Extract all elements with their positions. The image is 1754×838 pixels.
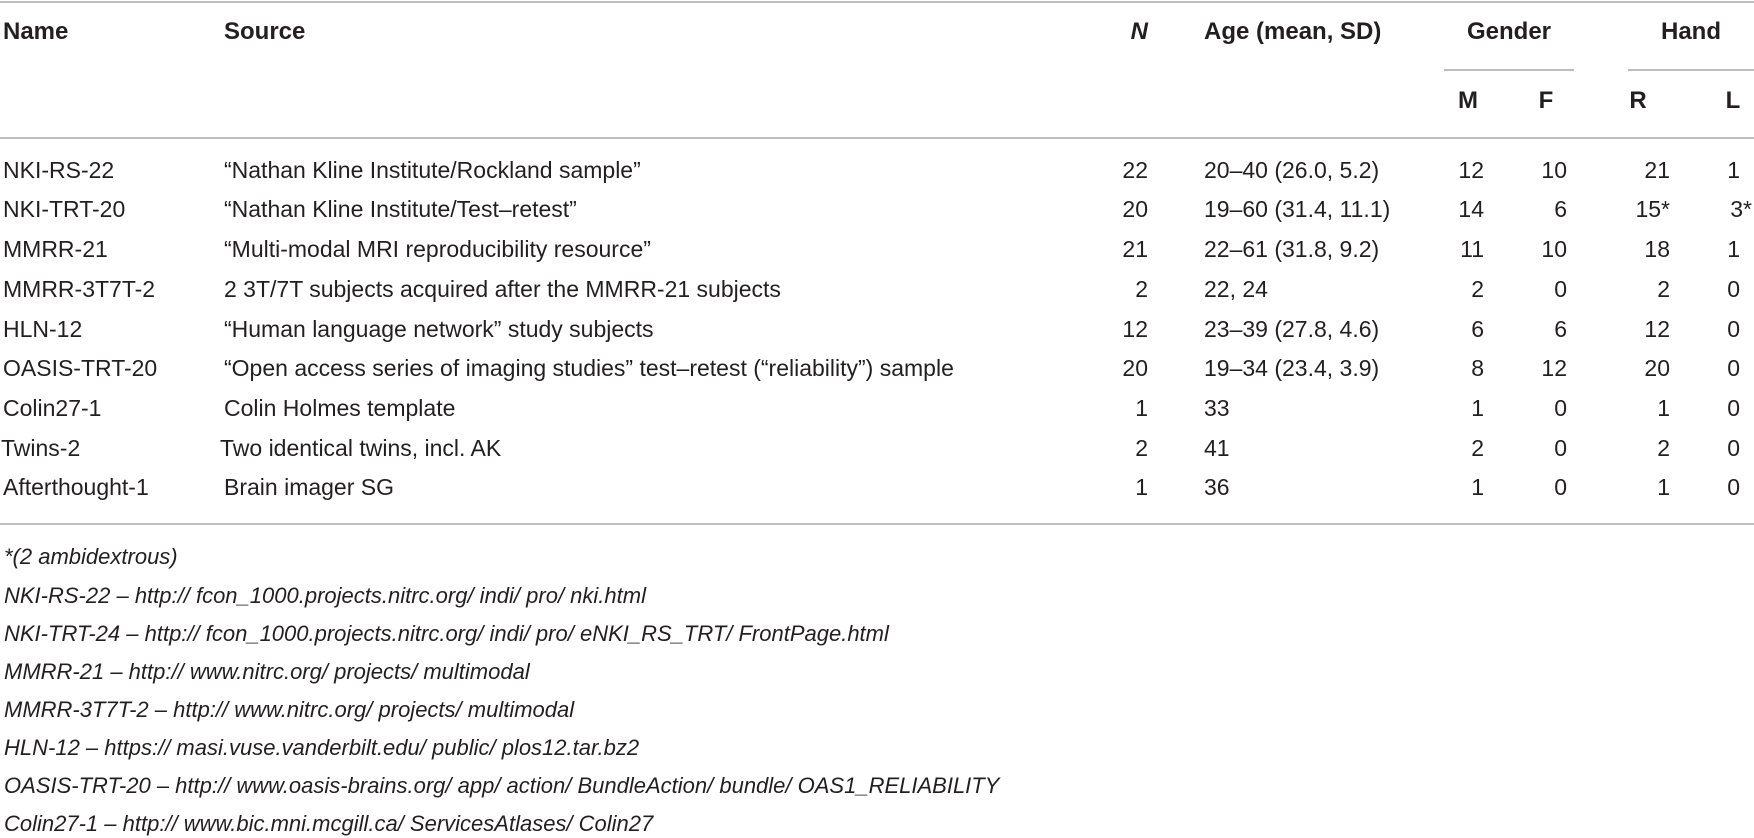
cell-n: 21: [1122, 236, 1148, 262]
header-m: M: [1458, 87, 1478, 114]
header-l: L: [1725, 87, 1741, 114]
footnote: HLN-12 – https:// masi.vuse.vanderbilt.edu/ public/ plos12.tar.bz2: [4, 735, 640, 760]
cell-name: Colin27-1: [3, 395, 102, 421]
cell-f: 0: [1554, 276, 1567, 302]
cell-name: Twins-2: [1, 435, 81, 461]
cell-m: 8: [1471, 355, 1484, 381]
cell-m: 12: [1458, 157, 1484, 183]
cell-f: 10: [1541, 236, 1567, 262]
cell-l: 1: [1727, 157, 1740, 183]
cell-age: 19–60 (31.4, 11.1): [1204, 196, 1391, 222]
cell-age: 22, 24: [1204, 276, 1268, 302]
cell-name: NKI-TRT-20: [3, 196, 126, 222]
gender-subrule: [1444, 69, 1574, 71]
cell-l: 0: [1727, 474, 1740, 500]
cell-name: MMRR-21: [3, 236, 108, 262]
footnote: MMRR-3T7T-2 – http:// www.nitrc.org/ projects/ multimodal: [4, 697, 575, 722]
cell-m: 1: [1471, 395, 1484, 421]
header-source: Source: [224, 18, 306, 45]
cell-age: 20–40 (26.0, 5.2): [1204, 157, 1380, 183]
cell-name: OASIS-TRT-20: [3, 355, 158, 381]
cell-r: 1: [1657, 395, 1670, 421]
cell-m: 11: [1460, 236, 1484, 262]
cell-n: 2: [1135, 435, 1148, 461]
cell-f: 0: [1554, 474, 1567, 500]
cell-f: 6: [1554, 316, 1567, 342]
cell-m: 6: [1471, 316, 1484, 342]
cell-source: Brain imager SG: [224, 474, 395, 500]
cell-m: 2: [1471, 276, 1484, 302]
cell-source: “Nathan Kline Institute/Rockland sample”: [224, 157, 641, 183]
cell-l: 0: [1727, 276, 1740, 302]
cell-l: 3*: [1730, 196, 1752, 222]
cell-n: 20: [1122, 196, 1148, 222]
cell-source: Colin Holmes template: [224, 395, 456, 421]
cell-f: 10: [1541, 157, 1567, 183]
cell-age: 23–39 (27.8, 4.6): [1204, 316, 1380, 342]
cell-l: 0: [1727, 316, 1740, 342]
cell-l: 0: [1727, 355, 1740, 381]
header-f: F: [1538, 87, 1554, 114]
cell-m: 14: [1458, 196, 1484, 222]
top-rule: [0, 1, 1754, 3]
cell-l: 0: [1727, 435, 1740, 461]
header-bottom-rule: [0, 137, 1754, 139]
table-bottom-rule: [0, 523, 1754, 525]
cell-age: 22–61 (31.8, 9.2): [1204, 236, 1380, 262]
cell-r: 21: [1644, 157, 1670, 183]
footnote: NKI-TRT-24 – http:// fcon_1000.projects.nitrc.org/ indi/ pro/ eNKI_RS_TRT/ FrontPage.html: [4, 621, 889, 646]
cell-r: 1: [1657, 474, 1670, 500]
cell-n: 22: [1122, 157, 1148, 183]
cell-source: “Multi-modal MRI reproducibility resource”: [224, 236, 651, 262]
header-gender: Gender: [1466, 18, 1552, 45]
cell-r: 15*: [1635, 196, 1670, 222]
cell-n: 1: [1135, 474, 1148, 500]
cell-name: HLN-12: [3, 316, 83, 342]
hand-subrule: [1628, 69, 1754, 71]
cell-n: 20: [1122, 355, 1148, 381]
cell-l: 0: [1727, 395, 1740, 421]
cell-l: 1: [1727, 236, 1740, 262]
cell-m: 2: [1471, 435, 1484, 461]
cell-r: 18: [1644, 236, 1670, 262]
header-hand: Hand: [1661, 18, 1721, 45]
header-age: Age (mean, SD): [1204, 18, 1382, 45]
footnote: *(2 ambidextrous): [4, 544, 178, 569]
header-r: R: [1629, 87, 1647, 114]
cell-n: 1: [1135, 395, 1148, 421]
cell-n: 2: [1135, 276, 1148, 302]
cell-r: 12: [1644, 316, 1670, 342]
cell-f: 6: [1554, 196, 1567, 222]
cell-f: 0: [1554, 435, 1567, 461]
cell-age: 36: [1204, 474, 1230, 500]
cell-age: 41: [1204, 435, 1230, 461]
cell-name: MMRR-3T7T-2: [3, 276, 156, 302]
cell-r: 2: [1657, 276, 1670, 302]
cell-age: 33: [1204, 395, 1230, 421]
footnote: NKI-RS-22 – http:// fcon_1000.projects.nitrc.org/ indi/ pro/ nki.html: [4, 583, 646, 608]
footnote: Colin27-1 – http:// www.bic.mni.mcgill.ca/ ServicesAtlases/ Colin27: [4, 811, 654, 836]
cell-r: 2: [1657, 435, 1670, 461]
header-name: Name: [3, 18, 69, 45]
cell-age: 19–34 (23.4, 3.9): [1204, 355, 1380, 381]
footnote: OASIS-TRT-20 – http:// www.oasis-brains.org/ app/ action/ BundleAction/ bundle/ OAS1_RELIABILITY: [4, 773, 1000, 798]
footnote: MMRR-21 – http:// www.nitrc.org/ projects/ multimodal: [4, 659, 530, 684]
cell-source: “Human language network” study subjects: [224, 316, 654, 342]
cell-name: Afterthought-1: [3, 474, 149, 500]
cell-m: 1: [1471, 474, 1484, 500]
header-n: N: [1130, 18, 1148, 45]
cell-source: 2 3T/7T subjects acquired after the MMRR-21 subjects: [224, 276, 781, 302]
cell-f: 0: [1554, 395, 1567, 421]
cell-source: “Open access series of imaging studies” test–retest (“reliability”) sample: [224, 355, 954, 381]
cell-n: 12: [1122, 316, 1148, 342]
cell-source: Two identical twins, incl. AK: [220, 435, 502, 461]
cell-f: 12: [1541, 355, 1567, 381]
cell-source: “Nathan Kline Institute/Test–retest”: [224, 196, 577, 222]
cell-r: 20: [1644, 355, 1670, 381]
cell-name: NKI-RS-22: [3, 157, 115, 183]
